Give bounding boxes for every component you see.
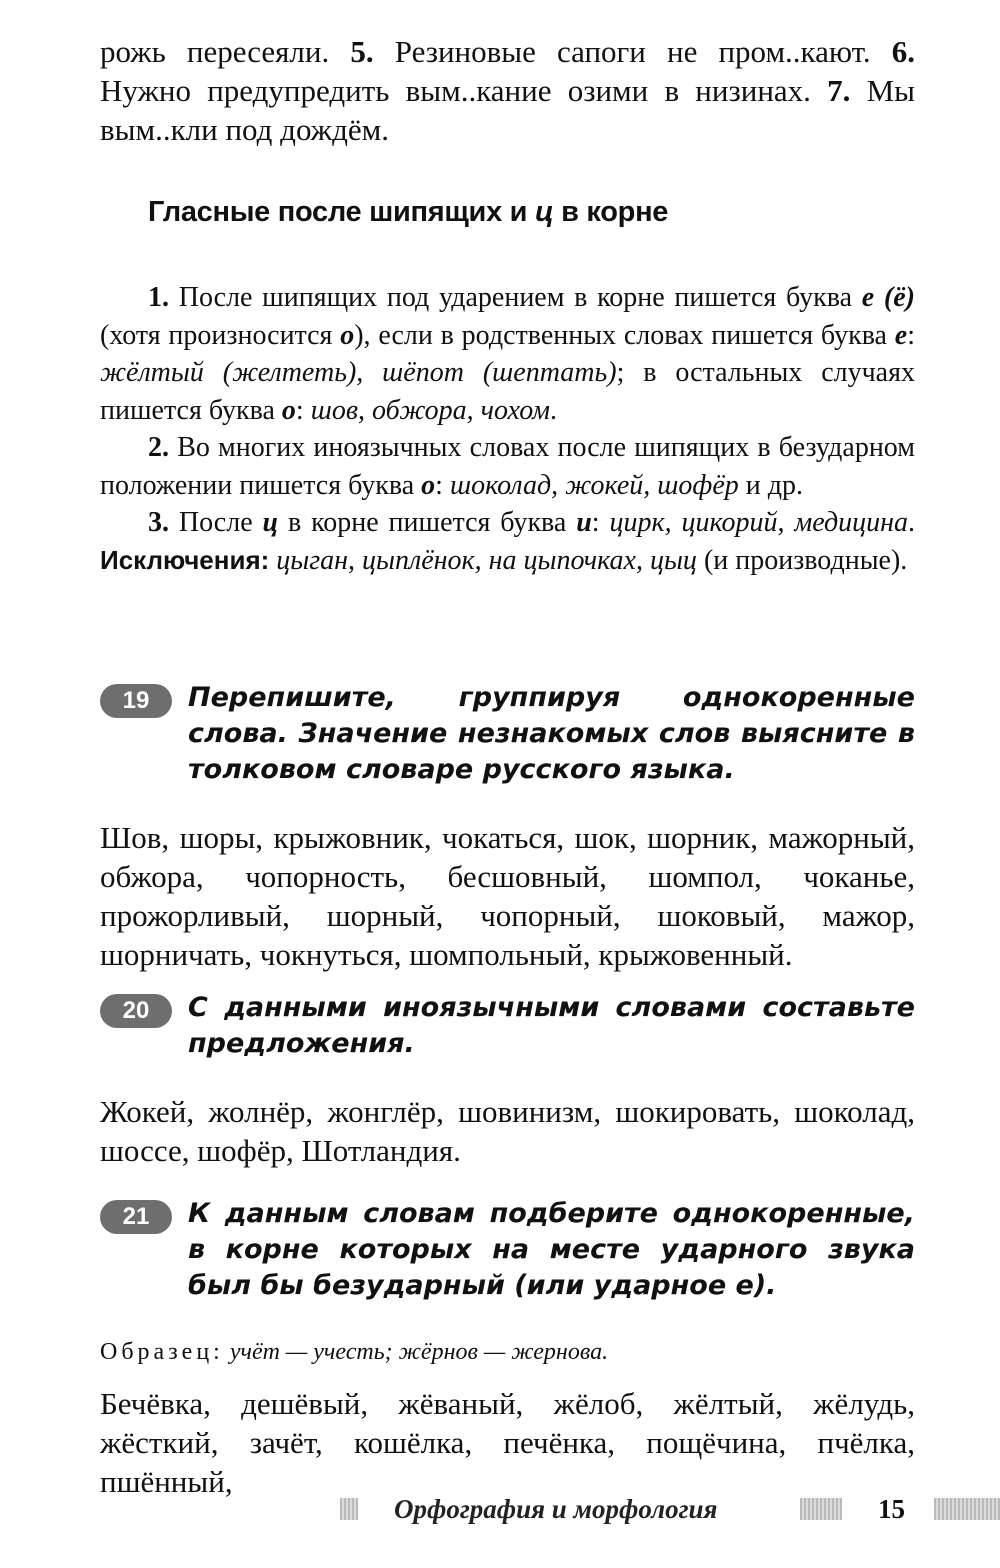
rule-example: шов, обжора, чохом	[310, 394, 550, 426]
task-19-words: Шов, шоры, крыжовник, чокаться, шок, шорник, мажорный, обжора, чопорность, бесшовный, шомпол, чоканье, прожорливый, шорный, чопорный, шоковый, мажор, шорничать, чокнуться, шомпольный, крыжовенный.	[100, 820, 915, 972]
rule-text: и др.	[738, 469, 803, 501]
page-footer	[0, 1490, 1000, 1530]
rule-text: :	[907, 319, 915, 351]
sample-label: Образец:	[100, 1339, 224, 1365]
rule-letter: о	[281, 394, 296, 426]
sample-text: учёт — учесть; жёрнов — жернова.	[229, 1339, 609, 1365]
rule-1	[100, 279, 915, 429]
rule-letter: ц	[262, 507, 279, 538]
rule-text: (и производные).	[696, 544, 908, 576]
rule-text: После шипящих под ударением в корне пишется буква	[169, 282, 862, 313]
rule-text: :	[295, 394, 311, 426]
rule-text: (хотя произносится	[100, 319, 341, 351]
rule-3	[100, 504, 915, 579]
sentence-number: 5.	[350, 34, 374, 69]
sentence-number: 6.	[891, 34, 915, 69]
sentence-number: 7.	[827, 73, 851, 108]
rule-example: цирк, цикорий, медицина	[609, 507, 909, 538]
heading-text: в корне	[553, 196, 669, 228]
heading-letter: ц	[534, 196, 554, 228]
rule-paragraph	[100, 429, 915, 504]
intro-text: Резиновые сапоги не пром..кают.	[373, 34, 892, 69]
rules-block	[100, 279, 915, 579]
task-instruction: Перепишите, группируя однокоренные слова. Значение незнакомых слов выясните в толковом словаре русского языка.	[188, 682, 915, 785]
rule-letter: е (ё)	[861, 282, 915, 313]
instruction-text: ).	[753, 1270, 777, 1301]
rule-text: ), если в родственных словах пишется буква	[354, 319, 895, 351]
rule-text: .	[908, 507, 916, 538]
rule-paragraph	[100, 279, 915, 429]
task-number-badge: 21	[100, 1200, 172, 1234]
exercise-continuation	[100, 32, 915, 149]
rule-text: Во многих иноязычных словах после шипящих в безударном положении пишется буква	[100, 432, 915, 501]
rule-letter: и	[576, 507, 592, 538]
rule-example: шоколад, жокей, шофёр	[449, 469, 739, 501]
rule-text: .	[550, 394, 557, 426]
heading-text: Гласные после шипящих и	[148, 196, 535, 228]
rule-text: в корне пишется буква	[278, 507, 577, 538]
task-21-words: Бечёвка, дешёвый, жёваный, жёлоб, жёлтый, жёлудь, жёсткий, зачёт, кошёлка, печёнка, пощёчина, пчёлка, пшённый,	[100, 1386, 915, 1499]
rule-letter: о	[340, 319, 355, 351]
instruction-text: К данным словам подберите однокоренные, в корне которых на месте ударного звука был бы безударный (или ударное	[188, 1198, 915, 1301]
rule-example: цыган, цыплёнок, на цыпочках, цыц	[276, 544, 697, 576]
running-title: Орфография и морфология	[394, 1494, 718, 1524]
task-number-badge: 19	[100, 684, 172, 718]
intro-text: рожь пересеяли.	[100, 34, 351, 69]
rule-number: 3.	[148, 507, 169, 538]
rule-number: 2.	[148, 432, 169, 463]
task-instruction: С данными иноязычными словами составьте предложения.	[188, 992, 915, 1059]
task-instruction	[188, 1196, 915, 1304]
rule-number: 1.	[148, 282, 169, 313]
sample-line	[100, 1336, 608, 1368]
rule-2	[100, 429, 915, 504]
rule-text: ; в остальных случаях пишется буква	[100, 357, 915, 426]
task-number-badge: 20	[100, 994, 172, 1028]
rule-paragraph	[100, 504, 915, 579]
rule-text: :	[591, 507, 610, 538]
page-number: 15	[878, 1494, 905, 1524]
rule-letter: е	[894, 319, 908, 351]
intro-text: Нужно предупредить вым..кание озими в низинах.	[100, 73, 828, 108]
decorative-bar	[934, 1498, 1000, 1520]
rule-text: После	[169, 507, 263, 538]
decorative-bar	[800, 1498, 842, 1520]
task-20-words: Жокей, жолнёр, жонглёр, шовинизм, шокировать, шоколад, шоссе, шофёр, Шотландия.	[100, 1094, 915, 1168]
section-heading	[148, 196, 668, 229]
decorative-bar	[340, 1498, 358, 1520]
rule-text: :	[435, 469, 450, 501]
rule-letter: о	[421, 469, 436, 501]
rule-example: жёлтый (желтеть), шёпот (шептать)	[100, 357, 617, 388]
exceptions-label: Исключения:	[100, 544, 270, 575]
instruction-letter: е	[735, 1270, 754, 1301]
intro-text: Мы вым..кли под дождём.	[100, 73, 915, 147]
